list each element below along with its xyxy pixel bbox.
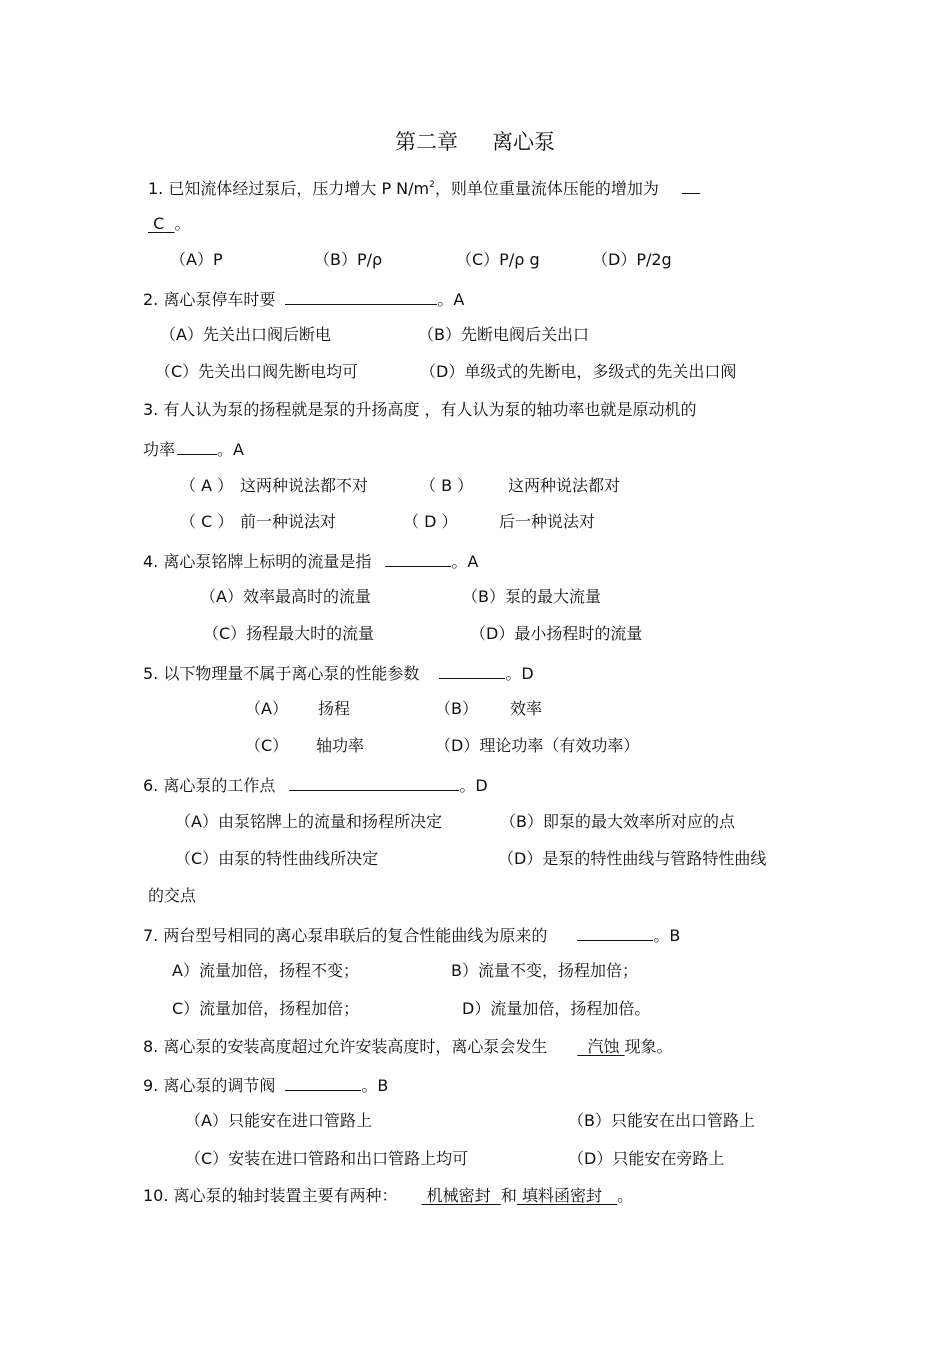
question-4: 4. 离心泵铭牌上标明的流量是指 。A: [143, 552, 479, 571]
question-9-option-a: （A）只能安在进口管路上: [185, 1111, 372, 1130]
question-1-blank: [682, 177, 700, 194]
question-4-blank: [385, 550, 451, 567]
question-9-blank: [285, 1074, 361, 1091]
question-3-option-c-text: 前一种说法对: [240, 512, 337, 531]
question-1: [148, 175, 700, 199]
question-1-answer-line: C 。: [148, 214, 190, 234]
question-6-blank: [289, 774, 459, 791]
question-2-option-c: （C）先关出口阀先断电均可: [155, 362, 359, 381]
question-6-option-d: （D）是泵的特性曲线与管路特性曲线: [498, 849, 767, 868]
question-6: 6. 离心泵的工作点 。D: [143, 776, 488, 795]
question-5-option-c-text: 轴功率: [316, 736, 365, 755]
question-3-blank: [177, 438, 217, 455]
question-7-option-a: A）流量加倍，扬程不变；: [172, 961, 359, 980]
question-9-option-c: （C）安装在进口管路和出口管路上均可: [185, 1149, 469, 1168]
question-6-option-b: （B）即泵的最大效率所对应的点: [500, 812, 735, 831]
question-2-option-b: （B）先断电阀后关出口: [418, 325, 589, 344]
question-3-line-2: 功率 。A: [143, 440, 244, 459]
question-9: 9. 离心泵的调节阀 。B: [143, 1076, 389, 1095]
question-5: 5. 以下物理量不属于离心泵的性能参数 。D: [143, 664, 534, 683]
question-5-option-b-text: 效率: [510, 699, 543, 718]
chapter-label: 第二章: [395, 130, 458, 154]
question-1-text-b: ，则单位重量流体压能的增加为: [434, 179, 659, 198]
question-10-answer-2: 填料函密封: [521, 1186, 602, 1205]
question-3: 3. 有人认为泵的扬程就是泵的升扬高度 ，有人认为泵的轴功率也就是原动机的: [143, 400, 697, 419]
question-9-option-b: （B）只能安在出口管路上: [568, 1111, 755, 1130]
question-5-option-a-text: 扬程: [318, 699, 351, 718]
question-2-option-d: （D）单级式的先断电，多级式的先关出口阀: [420, 362, 737, 381]
question-4-option-c: （C）扬程最大时的流量: [203, 624, 375, 643]
question-2-option-a: （A）先关出口阀后断电: [160, 325, 331, 344]
question-4-option-d: （D）最小扬程时的流量: [470, 624, 643, 643]
question-10: 10. 离心泵的轴封装置主要有两种： 机械密封 和 填料函密封 。: [143, 1186, 634, 1205]
question-7-option-c: C）流量加倍，扬程加倍；: [172, 999, 360, 1018]
question-2-blank: [285, 288, 437, 305]
question-5-option-c-label: （C）: [245, 736, 289, 755]
question-3-option-d-label: （ D ）: [403, 512, 458, 531]
question-7-option-d: D）流量加倍，扬程加倍。: [462, 999, 651, 1018]
question-6-option-a: （A）由泵铭牌上的流量和扬程所决定: [175, 812, 442, 831]
question-3-option-b-text: 这两种说法都对: [508, 476, 621, 495]
question-4-option-b: （B）泵的最大流量: [462, 587, 601, 606]
question-5-option-d: （D）理论功率（有效功率）: [435, 736, 640, 755]
question-1-answer: C: [153, 214, 165, 233]
question-6-option-d-continued: 的交点: [148, 886, 197, 905]
question-5-option-a-label: （A）: [245, 699, 288, 718]
question-8: 8. 离心泵的安装高度超过允许安装高度时，离心泵会发生 汽蚀 现象。: [143, 1037, 673, 1056]
question-3-option-a-label: （ A ）: [180, 476, 234, 495]
question-3-option-a-text: 这两种说法都不对: [240, 476, 369, 495]
question-3-option-b-label: （ B ）: [420, 476, 474, 495]
question-7-blank: [577, 924, 653, 941]
question-9-option-d: （D）只能安在旁路上: [568, 1149, 725, 1168]
question-5-option-b-label: （B）: [435, 699, 478, 718]
question-1-option-d: （D）P/2g: [592, 250, 672, 269]
chapter-subject: 离心泵: [492, 130, 555, 154]
question-2: 2. 离心泵停车时要 。A: [143, 290, 465, 309]
question-7-option-b: B）流量不变，扬程加倍；: [451, 961, 638, 980]
question-7: 7. 两台型号相同的离心泵串联后的复合性能曲线为原来的 。B: [143, 926, 681, 945]
question-3-option-c-label: （ C ）: [180, 512, 234, 531]
question-1-option-b: （B）P/ρ: [314, 250, 383, 269]
page-title: [0, 128, 950, 156]
question-1-text: 1. 已知流体经过泵后，压力增大 P N/m: [148, 179, 430, 198]
question-10-answer-1: 机械密封: [426, 1186, 491, 1205]
question-1-superscript: 2: [429, 180, 435, 190]
question-5-blank: [439, 662, 505, 679]
question-1-option-c: （C）P/ρ g: [456, 250, 540, 269]
question-1-option-a: （A）P: [170, 250, 223, 269]
question-4-option-a: （A）效率最高时的流量: [200, 587, 371, 606]
question-3-option-d-text: 后一种说法对: [499, 512, 596, 531]
question-8-answer: 汽蚀: [587, 1037, 620, 1056]
question-6-option-c: （C）由泵的特性曲线所决定: [175, 849, 379, 868]
